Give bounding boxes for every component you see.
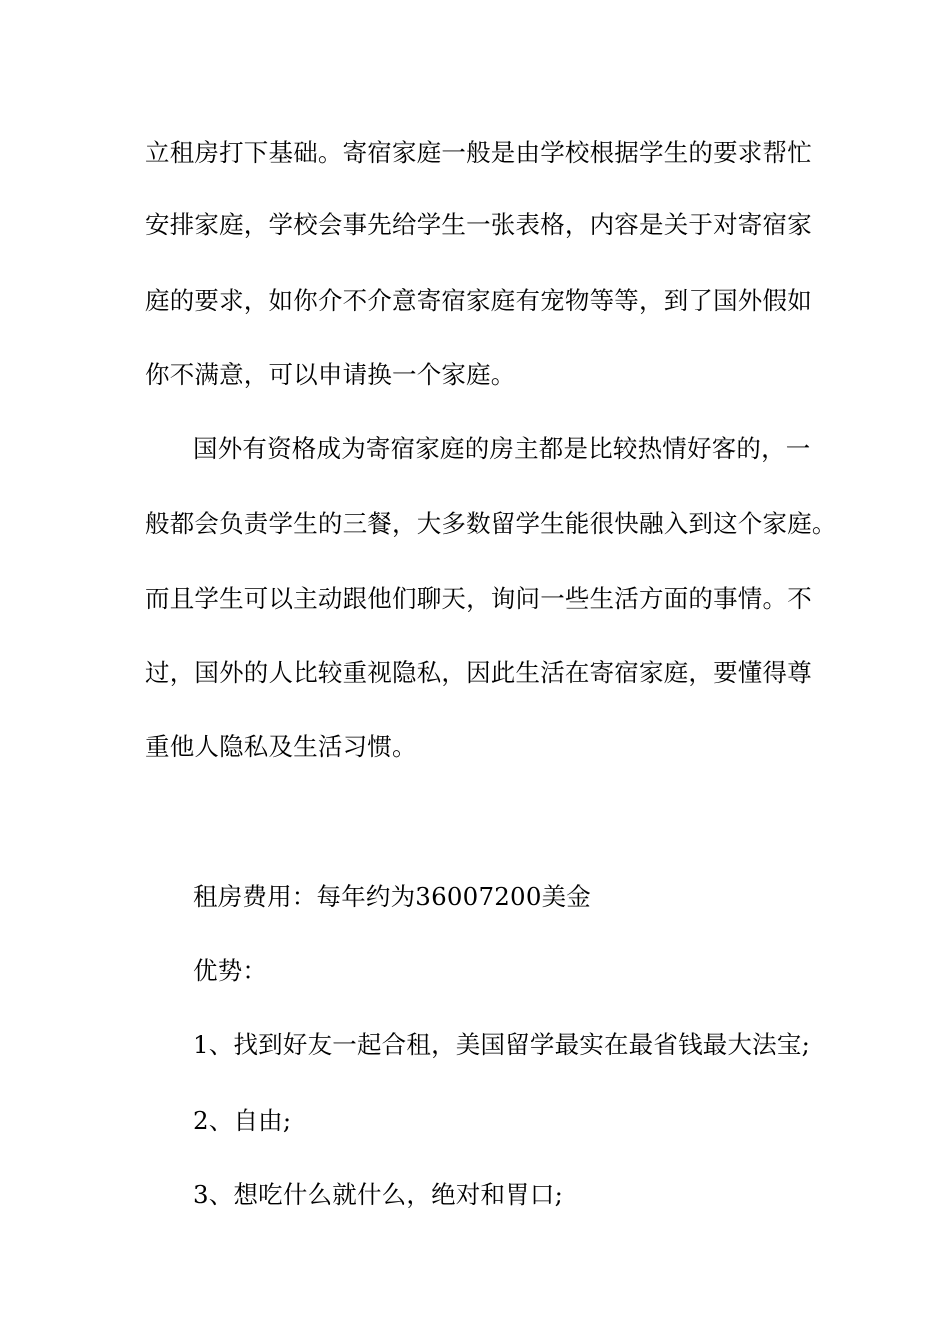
rent-cost: 租房费用：每年约为36007200美金 xyxy=(193,882,591,911)
advantages-heading: 优势： xyxy=(193,956,268,985)
paragraph-1-line-3: 庭的要求，如你介不介意寄宿家庭有宠物等等，到了国外假如 xyxy=(145,286,812,315)
paragraph-2-line-1: 国外有资格成为寄宿家庭的房主都是比较热情好客的，一 xyxy=(193,434,811,463)
advantage-item-3: 3、想吃什么就什么，绝对和胃口; xyxy=(193,1180,564,1209)
paragraph-1-line-2: 安排家庭，学校会事先给学生一张表格，内容是关于对寄宿家 xyxy=(145,210,812,239)
paragraph-1-line-4: 你不满意，可以申请换一个家庭。 xyxy=(145,360,516,389)
paragraph-2-line-3: 而且学生可以主动跟他们聊天，询问一些生活方面的事情。不 xyxy=(145,584,812,613)
paragraph-2-line-2: 般都会负责学生的三餐，大多数留学生能很快融入到这个家庭。 xyxy=(145,509,837,538)
paragraph-2-line-5: 重他人隐私及生活习惯。 xyxy=(145,732,417,761)
paragraph-1-line-1: 立租房打下基础。寄宿家庭一般是由学校根据学生的要求帮忙 xyxy=(145,138,812,167)
paragraph-2-line-4: 过，国外的人比较重视隐私，因此生活在寄宿家庭，要懂得尊 xyxy=(145,658,812,687)
advantage-item-2: 2、自由; xyxy=(193,1106,292,1135)
advantage-item-1: 1、找到好友一起合租，美国留学最实在最省钱最大法宝; xyxy=(193,1030,811,1059)
